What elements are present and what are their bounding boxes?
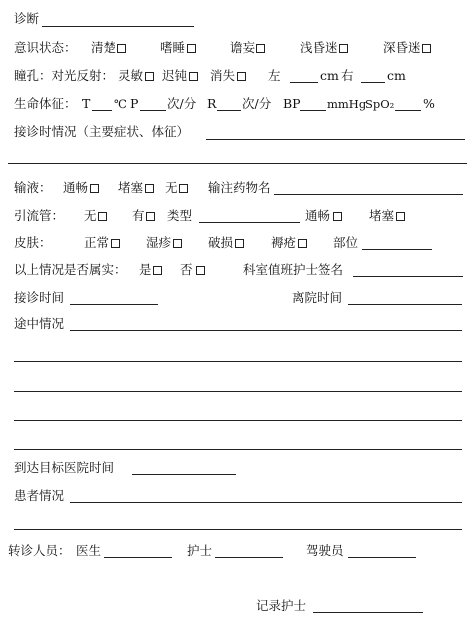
vitals-r-field[interactable] [217, 110, 241, 111]
vitals-t-label: T [82, 96, 91, 111]
vitals-bp-label: BP [283, 96, 301, 111]
consciousness-clear-checkbox[interactable] [117, 44, 126, 53]
recorder-field[interactable] [313, 612, 423, 613]
transfer-nurse-field[interactable] [215, 557, 283, 558]
vitals-p-field[interactable] [140, 110, 166, 111]
drainage-label: 引流管： [14, 208, 65, 223]
drainage-type-field[interactable] [199, 222, 300, 223]
recorder-label: 记录护士 [256, 598, 307, 613]
consciousness-light-coma-checkbox[interactable] [339, 44, 348, 53]
receive-time-field[interactable] [70, 304, 158, 305]
vitals-bp-field[interactable] [300, 110, 326, 111]
confirm-yes-label: 是 [139, 262, 152, 277]
consciousness-delirium-checkbox[interactable] [256, 44, 265, 53]
skin-normal-checkbox[interactable] [111, 239, 120, 248]
vitals-spo2-label: SpO₂ [365, 97, 395, 111]
vitals-p-unit: 次/分 [167, 96, 197, 111]
patient-condition-line-2[interactable] [14, 529, 462, 530]
infusion-none-checkbox[interactable] [179, 184, 188, 193]
infusion-label: 输液： [14, 180, 52, 195]
arrival-time-field[interactable] [132, 474, 236, 475]
skin-site-label: 部位 [333, 235, 359, 250]
transfer-doctor-field[interactable] [104, 557, 172, 558]
consciousness-option-clear: 清楚 [91, 40, 117, 55]
drainage-none-checkbox[interactable] [98, 212, 107, 221]
pupil-absent-checkbox[interactable] [237, 72, 246, 81]
pupil-right-unit: cm [387, 68, 406, 83]
leave-time-label: 离院时间 [292, 290, 343, 305]
infusion-option-none: 无 [165, 180, 178, 195]
vitals-spo2-unit: % [423, 96, 435, 111]
nurse-signature-label: 科室值班护士签名 [243, 262, 344, 277]
patient-condition-label: 患者情况 [14, 488, 65, 503]
pupil-left-field[interactable] [290, 82, 318, 83]
skin-eczema-checkbox[interactable] [173, 239, 182, 248]
consciousness-deep-coma-checkbox[interactable] [422, 44, 431, 53]
pupil-sensitive-checkbox[interactable] [145, 72, 154, 81]
infusion-drug-field[interactable] [274, 194, 463, 195]
drainage-option-none: 无 [84, 208, 97, 223]
pupil-right-field[interactable] [361, 82, 385, 83]
vitals-bp-unit: mmHg [327, 97, 367, 111]
consciousness-option-delirium: 谵妄 [230, 40, 256, 55]
diagnosis-field[interactable] [42, 26, 194, 27]
enroute-field[interactable] [70, 330, 462, 331]
infusion-blocked-checkbox[interactable] [145, 184, 154, 193]
visit-label: 接诊时情况（主要症状、体征） [14, 124, 190, 139]
enroute-label: 途中情况 [14, 316, 65, 331]
drainage-status-blocked: 堵塞 [369, 208, 395, 223]
pupil-right-label: 右 [341, 68, 354, 83]
enroute-line-5[interactable] [14, 449, 462, 450]
vitals-t-unit: ℃ [114, 97, 127, 111]
enroute-line-4[interactable] [14, 420, 462, 421]
consciousness-label: 意识状态： [14, 40, 77, 55]
pupil-left-label: 左 [268, 68, 281, 83]
vitals-t-field[interactable] [92, 110, 112, 111]
skin-label: 皮肤： [14, 235, 52, 250]
visit-continuation-line[interactable] [8, 163, 467, 164]
confirm-no-checkbox[interactable] [196, 266, 205, 275]
drainage-status-blocked-checkbox[interactable] [396, 212, 405, 221]
pupil-label: 瞳孔：对光反射： [14, 68, 115, 83]
skin-broken-checkbox[interactable] [235, 239, 244, 248]
drainage-option-yes: 有 [132, 208, 145, 223]
pupil-option-sensitive: 灵敏 [118, 68, 144, 83]
enroute-line-2[interactable] [14, 361, 462, 362]
infusion-drug-label: 输注药物名 [208, 180, 271, 195]
transfer-label: 转诊人员： [8, 543, 71, 558]
confirm-label: 以上情况是否属实： [14, 262, 127, 277]
transfer-driver-field[interactable] [348, 557, 416, 558]
transfer-nurse-label: 护士 [187, 543, 213, 558]
arrival-time-label: 到达目标医院时间 [14, 460, 115, 475]
patient-condition-field[interactable] [70, 502, 462, 503]
consciousness-drowsy-checkbox[interactable] [187, 44, 196, 53]
transfer-doctor-label: 医生 [76, 543, 102, 558]
vitals-label: 生命体征： [14, 96, 77, 111]
infusion-clear-checkbox[interactable] [90, 184, 99, 193]
confirm-no-label: 否 [180, 262, 193, 277]
pupil-option-absent: 消失 [210, 68, 236, 83]
skin-option-normal: 正常 [84, 235, 110, 250]
vitals-spo2-field[interactable] [395, 110, 421, 111]
skin-option-eczema: 湿疹 [146, 235, 172, 250]
vitals-p-label: P [130, 96, 139, 111]
transfer-driver-label: 驾驶员 [306, 543, 344, 558]
consciousness-option-drowsy: 嗜睡 [160, 40, 186, 55]
skin-site-field[interactable] [362, 249, 432, 250]
drainage-status-clear-checkbox[interactable] [333, 212, 342, 221]
nurse-signature-field[interactable] [353, 276, 463, 277]
consciousness-option-light-coma: 浅昏迷 [300, 40, 338, 55]
drainage-type-label: 类型 [167, 208, 193, 223]
leave-time-field[interactable] [348, 304, 462, 305]
drainage-yes-checkbox[interactable] [146, 212, 155, 221]
confirm-yes-checkbox[interactable] [153, 266, 162, 275]
infusion-option-blocked: 堵塞 [118, 180, 144, 195]
vitals-r-label: R [207, 96, 217, 111]
consciousness-option-deep-coma: 深昏迷 [383, 40, 421, 55]
enroute-line-3[interactable] [14, 391, 462, 392]
pupil-left-unit: cm [320, 68, 339, 83]
diagnosis-label: 诊断 [14, 11, 40, 26]
visit-field[interactable] [206, 139, 465, 140]
drainage-status-clear: 通畅 [305, 208, 331, 223]
skin-option-bedsore: 褥疮 [271, 235, 297, 250]
receive-time-label: 接诊时间 [14, 290, 65, 305]
skin-bedsore-checkbox[interactable] [298, 239, 307, 248]
pupil-option-slow: 迟钝 [162, 68, 188, 83]
pupil-slow-checkbox[interactable] [189, 72, 198, 81]
vitals-r-unit: 次/分 [242, 96, 272, 111]
infusion-option-clear: 通畅 [63, 180, 89, 195]
skin-option-broken: 破损 [208, 235, 234, 250]
